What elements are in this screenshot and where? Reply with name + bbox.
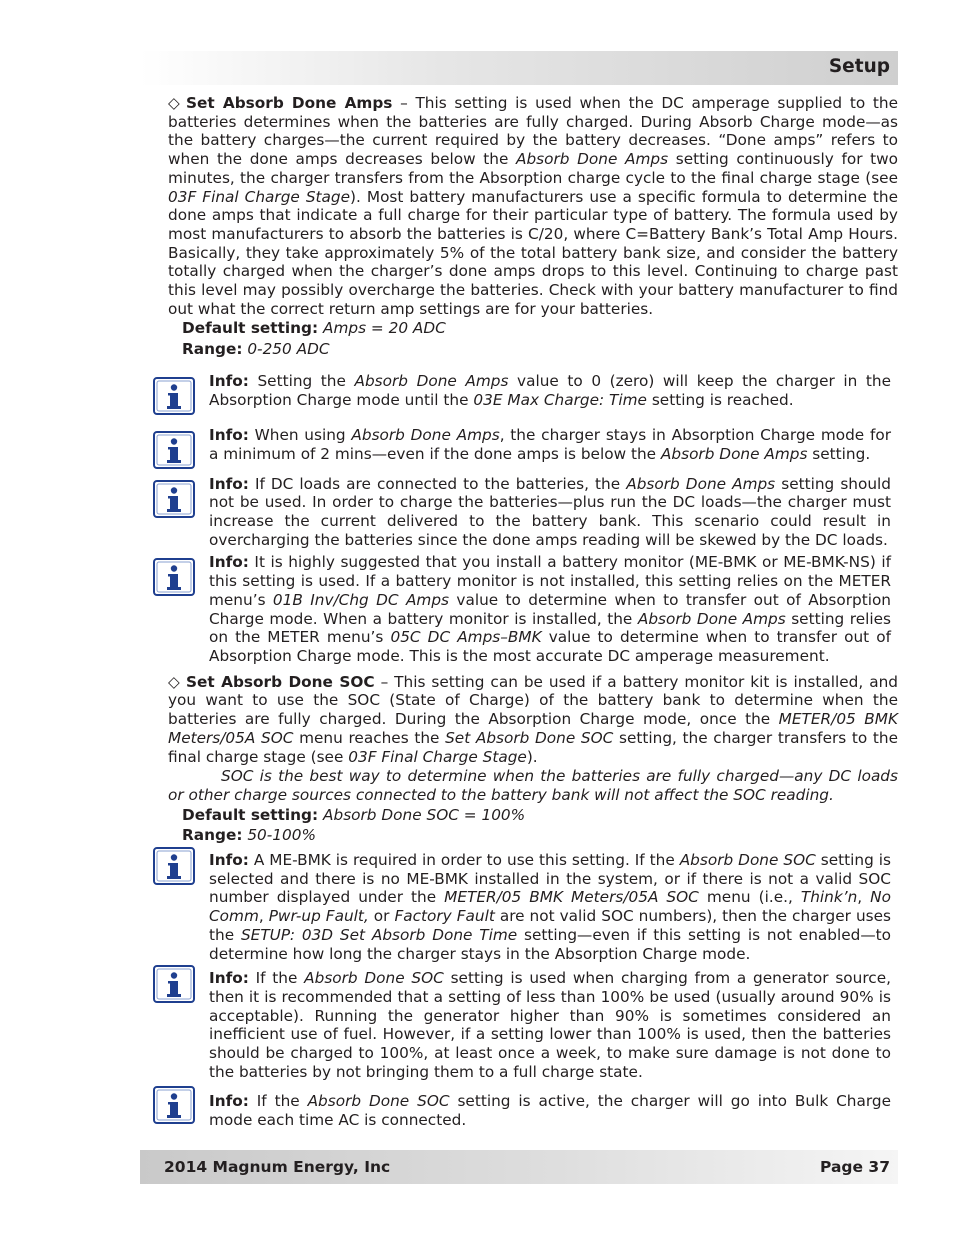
text-italic: 03E Max Charge: Time xyxy=(473,390,647,409)
info-text xyxy=(209,372,891,409)
text: setting should not be used. In order to charge the batteries—plus run the DC loads—the charger must increase the current delivered to the battery bank. This scenario could result in overcharging the batteries since the done amps reading will be skewed by the DC loads. xyxy=(209,474,891,549)
text: – This setting can be used if a battery monitor kit is installed, and you want to use the SOC (State of Charge) of the battery bank to determine when the batteries are fully charged. During the Absorption Charge mode, once the xyxy=(168,672,899,729)
text: Setting the xyxy=(248,371,355,390)
info-note xyxy=(168,851,898,963)
page-section-title: Setup xyxy=(828,56,890,77)
text-italic: Factory Fault xyxy=(394,907,495,926)
text: setting—even if this setting is not enabled—to determine how long the charger stays in the Absorption Charge mode. xyxy=(209,925,892,963)
absorb-done-amps-paragraph xyxy=(168,94,898,318)
info-text xyxy=(209,553,891,665)
text-italic: Absorb Done Amps xyxy=(351,426,500,445)
default-setting-value: Amps = 20 ADC xyxy=(323,319,446,338)
diamond-bullet-icon: ◇ xyxy=(168,94,180,112)
info-icon xyxy=(153,431,195,469)
text: menu reaches the xyxy=(293,728,446,747)
text-italic: 01B Inv/Chg DC Amps xyxy=(272,590,450,609)
page-content xyxy=(168,94,898,1130)
text: ). xyxy=(526,747,538,766)
text: value to determine when to transfer out of Absorption Charge mode. This is the most accurate DC amperage measurement. xyxy=(209,628,891,665)
text-italic: Absorb Done Amps xyxy=(637,609,786,628)
info-icon xyxy=(153,558,195,596)
text: setting is used when charging from a generator source, then it is recommended that a setting of less than 100% be used (usually around 90% is acceptable). Running the generator higher than 90% is sometimes considered an inefficient use of fuel. However, if a setting lower than 100% is used, then the batteries should be charged to 100%, at least once a week, to make sure damage is not done to the batteries by not bringing them to a full charge state. xyxy=(209,969,891,1081)
text-italic: SETUP: 03D Set Absorb Done Time xyxy=(240,925,518,944)
text: It is highly suggested that you install a battery monitor (ME-BMK or ME-BMK-NS) if this setting is used. If a battery monitor is not installed, this setting relies on the METER menu’s xyxy=(209,553,891,609)
soc-note: SOC is the best way to determine when the batteries are fully charged—any DC loads or other charge sources connected to the battery bank will not affect the SOC reading. xyxy=(168,767,898,804)
info-text xyxy=(209,1092,891,1129)
text-italic: METER/05 BMK Meters/05A SOC xyxy=(168,710,898,747)
text-italic: Absorb Done SOC xyxy=(679,851,816,870)
text: setting continuously for two minutes, the charger transfers from the Absorption charge cycle to the final charge stage (see xyxy=(168,150,899,187)
text-italic: 03F Final Charge Stage xyxy=(168,187,351,206)
info-label: Info: xyxy=(209,371,249,390)
info-note xyxy=(168,426,898,463)
text-italic: Absorb Done Amps xyxy=(660,444,808,463)
range-value: 50-100% xyxy=(247,826,317,845)
info-note xyxy=(168,969,898,1081)
info-note xyxy=(168,372,898,409)
text: are not valid SOC numbers), then the charger uses the xyxy=(209,907,891,944)
text: , xyxy=(857,888,871,907)
text: When using xyxy=(248,426,352,445)
header-bar xyxy=(140,51,898,85)
info-text xyxy=(209,851,891,963)
text-italic: Absorb Done SOC xyxy=(304,969,444,988)
text-italic: Think’n xyxy=(800,888,858,907)
text: – This setting is used when the DC amperage supplied to the batteries determines when the batteries are fully charged. During Absorb Charge mode—as the battery charges—the current required by the battery decreases. “Done amps” refers to when the done amps decreases below the xyxy=(168,94,898,169)
info-icon xyxy=(153,480,195,518)
range-line xyxy=(182,340,898,359)
info-label: Info: xyxy=(209,474,249,493)
text: If DC loads are connected to the batteries, the xyxy=(248,474,627,493)
default-setting-label: Default setting: xyxy=(182,319,319,338)
text-italic: METER/05 BMK Meters/05A SOC xyxy=(444,888,699,907)
info-icon xyxy=(153,965,195,1003)
text: ). Most battery manufacturers use a specific formula to determine the done amps that indicate a full charge for their particular type of battery. The formula used by most manufacturers to absorb the batteries is C/20, where C=Battery Bank’s Total Amp Hours. Basically, they take approximately 5% of the total battery bank size, and consider the battery totally charged when the charger’s done amps drops to this level. Continuing to charge past this level may possibly overcharge the batteries. Check with your battery manufacturer to find out what the correct return amp settings are for your batteries. xyxy=(168,187,898,318)
default-setting-label: Default setting: xyxy=(182,805,319,824)
info-note xyxy=(168,475,898,550)
text-italic: Pwr-up Fault, xyxy=(268,907,369,926)
text: If the xyxy=(248,969,305,988)
text: If the xyxy=(248,1092,308,1111)
text: setting, the charger transfers to the final charge stage (see xyxy=(168,728,898,766)
range-label: Range: xyxy=(182,340,243,359)
text-italic: Absorb Done Amps xyxy=(626,474,776,493)
info-label: Info: xyxy=(209,426,249,445)
text: menu (i.e., xyxy=(698,888,801,907)
info-label: Info: xyxy=(209,1092,249,1111)
text-italic: 03F Final Charge Stage xyxy=(348,747,527,766)
default-setting-value: Absorb Done SOC = 100% xyxy=(323,805,526,824)
text: setting is reached. xyxy=(646,390,794,409)
text-italic: No Comm xyxy=(209,888,891,926)
text-italic: Set Absorb Done SOC xyxy=(445,728,614,747)
absorb-done-soc-paragraph xyxy=(168,673,898,767)
default-setting-line xyxy=(182,319,898,338)
range-line xyxy=(182,826,898,845)
info-icon xyxy=(153,847,195,885)
info-text xyxy=(209,969,891,1081)
default-setting-line xyxy=(182,806,898,825)
info-note xyxy=(168,553,898,665)
text: value to determine when to transfer out of Absorption Charge mode. When a battery monitor is installed, the xyxy=(209,590,892,628)
range-value: 0-250 ADC xyxy=(247,340,330,359)
text: setting. xyxy=(807,444,871,463)
text-italic: Absorb Done SOC xyxy=(307,1092,450,1111)
absorb-done-amps-heading: Set Absorb Done Amps xyxy=(186,94,393,112)
info-note xyxy=(168,1092,898,1129)
absorb-done-soc-heading: Set Absorb Done SOC xyxy=(186,672,375,691)
diamond-bullet-icon: ◇ xyxy=(168,672,180,691)
text-italic: Absorb Done Amps xyxy=(516,150,669,169)
info-text xyxy=(209,475,891,550)
text: A ME-BMK is required in order to use this setting. If the xyxy=(248,851,680,870)
text: , xyxy=(258,907,269,926)
text: , the charger stays in Absorption Charge mode for a minimum of 2 mins—even if the done amps is below the xyxy=(209,426,891,463)
text: setting is selected and there is no ME-BMK installed in the system, or if there is not a valid SOC number displayed under the xyxy=(209,851,891,907)
footer-company: 2014 Magnum Energy, Inc xyxy=(164,1158,391,1176)
info-text xyxy=(209,426,891,463)
text: setting relies on the METER menu’s xyxy=(209,609,891,647)
text: setting is active, the charger will go into Bulk Charge mode each time AC is connected. xyxy=(209,1092,891,1130)
info-label: Info: xyxy=(209,851,249,870)
footer-bar xyxy=(140,1150,898,1184)
info-icon xyxy=(153,1086,195,1124)
text-italic: Absorb Done Amps xyxy=(354,371,509,390)
page-number: Page 37 xyxy=(820,1158,890,1176)
range-label: Range: xyxy=(182,826,243,845)
text: or xyxy=(368,907,395,926)
info-label: Info: xyxy=(209,553,249,572)
text-italic: 05C DC Amps–BMK xyxy=(390,628,542,647)
text: value to 0 (zero) will keep the charger in the Absorption Charge mode until the xyxy=(209,371,891,409)
info-icon xyxy=(153,377,195,415)
info-label: Info: xyxy=(209,969,249,988)
